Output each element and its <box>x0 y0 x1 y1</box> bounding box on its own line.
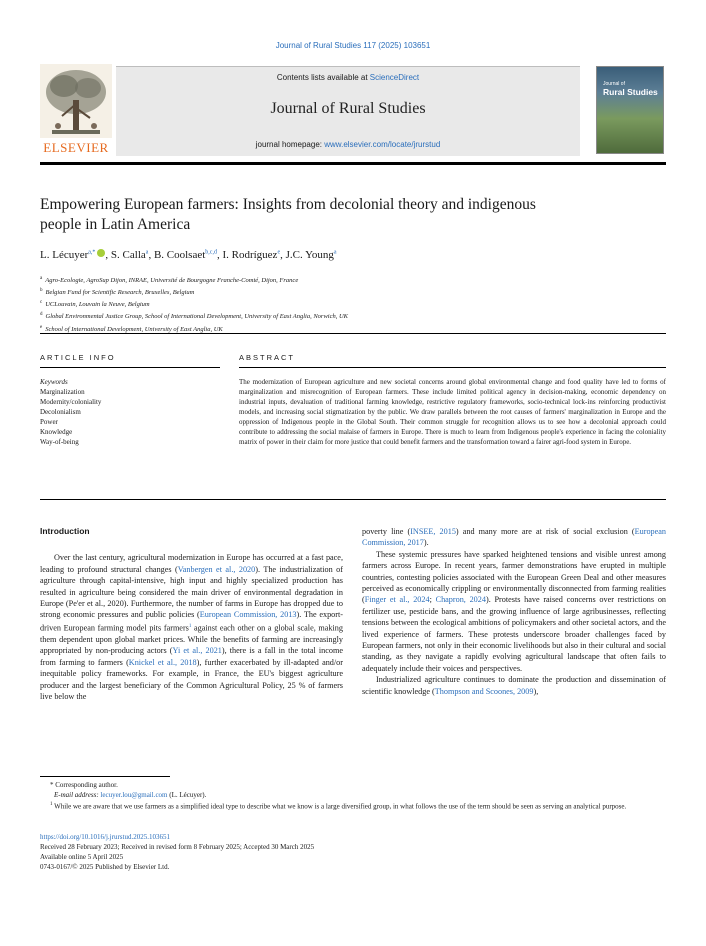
body-text: ). Protests have raised concerns over restrictions on fertilizer use, pesticide bans, and the growing influence of large agribusinesses, reflecting tensions between the ecological ambitions of policymakers and other societal actors, and the lived experience of farmers. These protests underscore broader challenges faced by European farmers, not only in their economic livelihoods but also in their cultural and social standing, as they navigate a rapidly evolving agricultural landscape that often fails to adequately include their voices and perspectives. <box>362 595 667 673</box>
author-separator: , <box>148 249 154 261</box>
citation-link[interactable]: Yi et al., 2021 <box>172 646 222 656</box>
author-separator: , <box>216 249 223 261</box>
author-affiliation-mark[interactable]: a <box>333 249 337 256</box>
footnote-rule <box>40 776 170 777</box>
body-text: These systemic pressures have sparked heightened tensions and visible unrest among farmers across Europe. In recent years, farmer demonstrations have erupted in multiple countries, contesting policies associated with the European Green Deal and other measures perceived as economically crippling or environmentally disconnected from farming realities ( <box>362 549 666 605</box>
footnote-text: While we are aware that we use farmers as a simplified ideal type to describe what we know is a large diversified group, in what follows the use of the term should be seen as serving an analytical purpose. <box>54 802 627 811</box>
author-name[interactable]: J.C. Young <box>285 249 334 261</box>
affiliation-text: Agro-Ecologie, AgroSup Dijon, INRAE, Université de Bourgogne Franche-Comté, Dijon, France <box>45 277 299 285</box>
received-dates: Received 28 February 2023; Received in revised form 8 February 2025; Accepted 30 March 2025 <box>40 843 315 851</box>
left-column <box>40 526 343 702</box>
journal-title: Journal of Rural Studies <box>270 100 426 117</box>
footnote-1 <box>40 800 666 811</box>
keyword: Modernity/coloniality <box>40 398 102 406</box>
citation-link[interactable]: Knickel et al., 2018 <box>128 657 197 667</box>
affiliation-text: School of International Development, University of East Anglia, UK <box>45 325 223 333</box>
affiliation-mark: d <box>40 312 43 318</box>
author-affiliation-mark[interactable]: a,* <box>88 249 96 256</box>
footnotes <box>40 780 666 811</box>
citation-link[interactable]: European Commission, 2017 <box>362 527 666 548</box>
publication-info <box>40 832 666 872</box>
body-text: Over the last century, agricultural modernization in Europe has occurred at a fast pace, leading to profound structural changes ( <box>40 553 343 574</box>
body-text: ). The industrialization of agriculture through capital-intensive, high input and highly specialized production has resulted in agriculture being considered the main driver of environmental degradation in Europe (Pe'er et al., 2020). Furthermore, the number of farms in Europe has dropped due to strong economic pressures and public policies ( <box>40 564 343 620</box>
divider <box>239 367 666 368</box>
affiliation <box>40 298 348 310</box>
article-title: Empowering European farmers: Insights from decolonial theory and indigenous people in Latin America <box>40 196 536 233</box>
affiliation-text: UCLouvain, Louvain la Neuve, Belgium <box>45 301 150 309</box>
citation-link[interactable]: Thompson and Scoones, 2009 <box>434 686 534 696</box>
footnote-ref[interactable]: 1 <box>188 623 192 629</box>
corresponding-note <box>40 780 666 790</box>
body-text: ), further exacerbated by ill-adapted and/or inequitable policy frameworks. For example, in France, the EU's biggest agriculture producer and the largest beneficiary of the Common Agricultural Policy, 25 % of farmers live below the <box>40 657 343 702</box>
email-label: E-mail address: <box>54 791 99 799</box>
introduction-heading: Introduction <box>40 526 90 536</box>
divider <box>40 333 666 334</box>
author-separator: , <box>280 249 286 261</box>
cover-title: Rural Studies <box>603 87 658 97</box>
author-separator: , <box>105 249 111 261</box>
body-text: ). <box>423 538 429 548</box>
citation-link[interactable]: INSEE, 2015 <box>410 527 456 536</box>
keyword: Power <box>40 418 58 426</box>
affiliation-mark: b <box>40 288 43 294</box>
body-text: against each other on a global scale, making them dependent upon global market prices. While the benefits of farming are increasingly appropriated by non-producing actors ( <box>40 623 343 656</box>
affiliation <box>40 310 348 322</box>
homepage-line: journal homepage: www.elsevier.com/locate/jrurstud <box>255 140 441 149</box>
keywords-title: Keywords <box>40 378 68 386</box>
header-rule <box>40 162 666 165</box>
author-affiliation-mark[interactable]: a <box>145 249 149 256</box>
article-info-heading: ARTICLE INFO <box>40 353 116 362</box>
body-paragraph-continued <box>362 526 666 549</box>
contents-line: Contents lists available at ScienceDirect <box>276 73 420 82</box>
abstract-text: The modernization of European agriculture and new societal concerns around global environmental change and food quality have led to forms of marginalization and misrecognition of European farmers. These include limited political agency in decision-making, economic dependency on industrial inputs, devaluation of traditional farming knowledge, restrictive regulatory frameworks, socio-technical lock-ins reinforcing productivist models, and increasing social stigmatization by the public. We draw parallels between the root causes of farmers' marginalization in Europe and the oppression of Indigenous people in the Global South. Their common struggle for recognition allows us to see how a decolonial approach could contribute to addressing the social malaise of farmers in Europe. There is much to learn from Indigenous people's experience in facing the coloniality matrix of power in their claim for more justice that could benefit farmers and the transformation toward a fairer agri-food system in Europe. <box>239 378 666 446</box>
affiliation-mark: e <box>40 324 43 330</box>
author-list <box>40 249 337 261</box>
author-name[interactable]: B. Coolsaet <box>153 249 206 261</box>
divider <box>40 499 666 500</box>
corresponding-text: Corresponding author. <box>55 781 118 789</box>
affiliation-mark: c <box>40 300 43 306</box>
citation-link[interactable]: Vanbergen et al., 2020 <box>177 564 256 574</box>
body-text: ; <box>429 595 436 605</box>
author-affiliation-mark[interactable]: e <box>277 249 281 256</box>
citation-link[interactable]: European Commission, 2013 <box>199 610 297 620</box>
author-name[interactable]: I. Rodríguez <box>222 249 278 261</box>
email-link[interactable]: lecuyer.lou@gmail.com <box>100 791 168 799</box>
affiliation <box>40 286 348 298</box>
body-paragraph <box>40 552 343 702</box>
email-note <box>40 790 666 800</box>
affiliation <box>40 274 348 286</box>
citation-link[interactable]: Chapron, 2024 <box>435 595 486 605</box>
author-affiliation-mark[interactable]: b,c,d <box>205 249 217 256</box>
citation-link[interactable]: Finger et al., 2024 <box>364 595 430 605</box>
keyword: Marginalization <box>40 388 85 396</box>
affiliations <box>40 274 348 335</box>
body-paragraph <box>362 549 666 674</box>
body-text: poverty line ( <box>362 527 411 536</box>
body-text: Industrialized agriculture continues to dominate the production and dissemination of scientific knowledge ( <box>362 675 666 696</box>
body-paragraph <box>362 674 666 697</box>
author-name[interactable]: S. Calla <box>110 249 146 261</box>
affiliation-text: Belgian Fund for Scientific Research, Bruxelles, Belgium <box>45 289 195 297</box>
elsevier-wordmark: ELSEVIER <box>43 140 109 155</box>
journal-banner <box>116 66 580 156</box>
keywords-list <box>40 387 220 447</box>
body-text: ). The export-driven European farming model pits farmers <box>40 610 344 633</box>
corresponding-mark: * <box>50 781 54 789</box>
masthead <box>40 64 666 159</box>
body-text: ), <box>533 686 539 696</box>
right-column <box>362 526 666 697</box>
doi-link[interactable]: https://doi.org/10.1016/j.jrurstud.2025.103651 <box>40 833 170 841</box>
body-text: ), there is a fall in the total income from farming to farmers ( <box>40 646 343 667</box>
body-text: ) and many more are at risk of social exclusion ( <box>455 527 635 536</box>
journal-citation[interactable]: Journal of Rural Studies 117 (2025) 103651 <box>275 41 431 50</box>
abstract-heading: ABSTRACT <box>239 353 296 362</box>
affiliation-text: Global Environmental Justice Group, School of International Development, University of East Anglia, Norwich, UK <box>45 313 349 321</box>
affiliation-mark: a <box>40 276 43 281</box>
divider <box>40 367 220 368</box>
keyword: Knowledge <box>40 428 73 436</box>
sciencedirect-link[interactable]: ScienceDirect <box>369 73 420 82</box>
cover-subtitle: Journal of <box>603 81 625 87</box>
journal-cover-image[interactable] <box>596 66 664 154</box>
keywords-section <box>40 377 220 447</box>
email-name: (L. Lécuyer). <box>169 791 207 799</box>
homepage-link[interactable]: www.elsevier.com/locate/jrurstud <box>324 140 441 149</box>
online-date: Available online 5 April 2025 <box>40 853 124 861</box>
footnote-mark: 1 <box>50 802 53 807</box>
author-name[interactable]: L. Lécuyer <box>40 249 89 261</box>
keyword: Decolonialism <box>40 408 81 416</box>
copyright: 0743-0167/© 2025 Published by Elsevier Ltd. <box>40 863 170 871</box>
keyword: Way-of-being <box>40 438 79 446</box>
